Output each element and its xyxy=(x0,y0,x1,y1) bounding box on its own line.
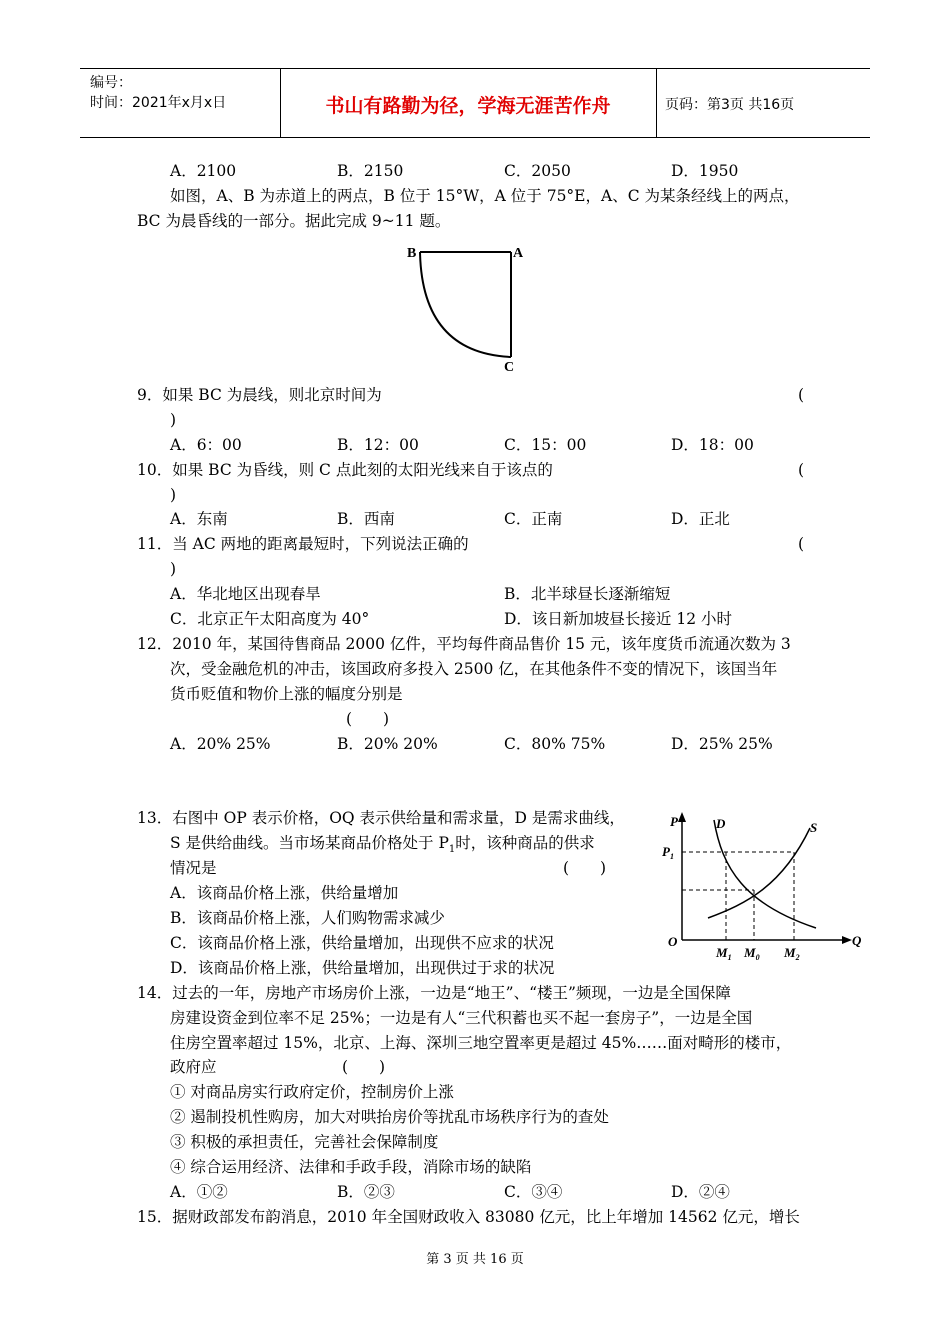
answer-paren: ) xyxy=(170,486,177,504)
question-14-line: 房建设资金到位率不足 25%；一边是有人“三代积蓄也买不起一套房子”，一边是全国 xyxy=(170,1009,753,1027)
q13-text-a: S 是供给曲线。当市场某商品价格处于 P xyxy=(170,834,449,852)
p-label: P xyxy=(670,814,678,829)
m2-main: M xyxy=(784,945,796,960)
p1-main: P xyxy=(662,844,670,859)
label-a: A xyxy=(513,246,524,261)
m0-sub: 0 xyxy=(755,953,760,962)
answer-paren: ( ) xyxy=(342,1058,386,1076)
option: A．华北地区出现春旱 xyxy=(170,585,321,603)
question-10: 10．如果 BC 为昏线，则 C 点此刻的太阳光线来自于该点的 xyxy=(137,461,553,479)
m1-label xyxy=(715,945,732,962)
s-label: S xyxy=(810,820,818,835)
m0-main: M xyxy=(744,945,756,960)
header-meta xyxy=(90,73,226,113)
option: D．该商品价格上涨，供给量增加，出现供过于求的状况 xyxy=(170,959,555,977)
option: D．25% 25% xyxy=(671,735,773,753)
statement-item: ② 遏制投机性购房，加大对哄抬房价等扰乱市场秩序行为的查处 xyxy=(170,1108,609,1126)
p1-sub: 1 xyxy=(669,852,674,861)
statement-item: ③ 积极的承担责任，完善社会保障制度 xyxy=(170,1133,439,1151)
statement-item: ④ 综合运用经济、法律和手政手段，消除市场的缺陷 xyxy=(170,1158,532,1176)
q-label: Q xyxy=(852,933,862,948)
option: B．2150 xyxy=(337,162,404,180)
page-footer: 第 3 页 共 16 页 xyxy=(426,1252,524,1267)
option: B．北半球昼长逐渐缩短 xyxy=(504,585,671,603)
question-13-line xyxy=(170,833,595,860)
answer-paren: ) xyxy=(170,560,177,578)
option: B．该商品价格上涨，人们购物需求减少 xyxy=(170,909,445,927)
m1-main: M xyxy=(716,945,728,960)
terminator-arc xyxy=(420,252,511,357)
option: B．西南 xyxy=(337,510,395,528)
option: A．2100 xyxy=(170,162,237,180)
q-axis-arrow xyxy=(842,936,852,944)
option: A．东南 xyxy=(170,510,228,528)
option: A．①② xyxy=(170,1183,228,1201)
option: C．15：00 xyxy=(504,436,587,454)
option: C．正南 xyxy=(504,510,563,528)
option: C．该商品价格上涨，供给量增加，出现供不应求的状况 xyxy=(170,934,554,952)
question-15: 15．据财政部发布韵消息，2010 年全国财政收入 83080 亿元，比上年增加 14562 亿元，增长 xyxy=(137,1208,800,1226)
supply-demand-figure xyxy=(660,808,880,968)
question-14-line: 住房空置率超过 15%，北京、上海、深圳三地空置率更是超过 45%……面对畸形的楼市， xyxy=(170,1034,792,1052)
option: B．20% 20% xyxy=(337,735,438,753)
option: D．正北 xyxy=(671,510,730,528)
option: D．该日新加坡昼长接近 12 小时 xyxy=(504,610,733,628)
label-c: C xyxy=(504,360,515,375)
m2-sub: 2 xyxy=(795,953,800,962)
m1-sub: 1 xyxy=(727,953,732,962)
option: C．③④ xyxy=(504,1183,563,1201)
intro-line: BC 为晨昏线的一部分。据此完成 9~11 题。 xyxy=(137,212,451,230)
supply-curve xyxy=(708,828,810,918)
option: A．6：00 xyxy=(170,436,242,454)
answer-paren: ( xyxy=(798,535,805,553)
label-b: B xyxy=(407,246,417,261)
option: C．2050 xyxy=(504,162,571,180)
answer-paren: ( xyxy=(798,461,805,479)
option: D．②④ xyxy=(671,1183,730,1201)
option: B．②③ xyxy=(337,1183,395,1201)
question-11: 11．当 AC 两地的距离最短时，下列说法正确的 xyxy=(137,535,469,553)
page-info: 页码：第3页 共16页 xyxy=(665,97,795,113)
option: C．80% 75% xyxy=(504,735,606,753)
option: C．北京正午太阳高度为 40° xyxy=(170,610,370,628)
header-divider xyxy=(280,69,281,137)
question-14-line: 政府应 xyxy=(170,1058,217,1076)
p-axis-arrow xyxy=(678,812,686,822)
question-9: 9．如果 BC 为晨线，则北京时间为 xyxy=(137,386,382,404)
intro-line: 如图，A、B 为赤道上的两点，B 位于 15°W，A 位于 75°E，A、C 为某条经线上的两点， xyxy=(170,187,800,205)
demand-curve xyxy=(714,820,816,928)
option: D．1950 xyxy=(671,162,739,180)
question-13-line: 13．右图中 OP 表示价格，OQ 表示供给量和需求量，D 是需求曲线， xyxy=(137,809,625,827)
globe-figure xyxy=(400,235,530,377)
statement-item: ① 对商品房实行政府定价，控制房价上涨 xyxy=(170,1083,454,1101)
answer-paren: ( ) xyxy=(563,859,607,877)
number-label: 编号： xyxy=(90,75,132,91)
option: A．20% 25% xyxy=(170,735,271,753)
d-label: D xyxy=(716,816,726,831)
m0-label xyxy=(743,945,760,962)
header-divider xyxy=(656,69,657,137)
page-header xyxy=(80,68,870,138)
date-label: 时间：2021年x月x日 xyxy=(90,95,227,111)
question-12-line: 12．2010 年，某国待售商品 2000 亿件，平均每件商品售价 15 元，该年度货币流通次数为 3 xyxy=(137,635,791,653)
motto: 书山有路勤为径，学海无涯苦作舟 xyxy=(325,95,611,117)
m2-label xyxy=(783,945,800,962)
option: B．12：00 xyxy=(337,436,419,454)
option: A．该商品价格上涨，供给量增加 xyxy=(170,884,399,902)
p1-label xyxy=(662,844,674,861)
answer-paren: ) xyxy=(170,411,177,429)
o-label: O xyxy=(668,934,678,949)
p1-subscript: 1 xyxy=(448,844,456,856)
question-12-line: 次，受金融危机的冲击，该国政府多投入 2500 亿，在其他条件不变的情况下，该国当年 xyxy=(170,660,778,678)
question-14-line: 14．过去的一年，房地产市场房价上涨，一边是“地王”、“楼王”频现，一边是全国保障 xyxy=(137,984,731,1002)
q13-text-b: 时，该种商品的供求 xyxy=(455,834,595,852)
answer-paren: ( ) xyxy=(346,710,390,728)
question-13-line: 情况是 xyxy=(170,859,217,877)
question-12-line: 货币贬值和物价上涨的幅度分别是 xyxy=(170,685,403,703)
option: D．18：00 xyxy=(671,436,754,454)
answer-paren: ( xyxy=(798,386,805,404)
